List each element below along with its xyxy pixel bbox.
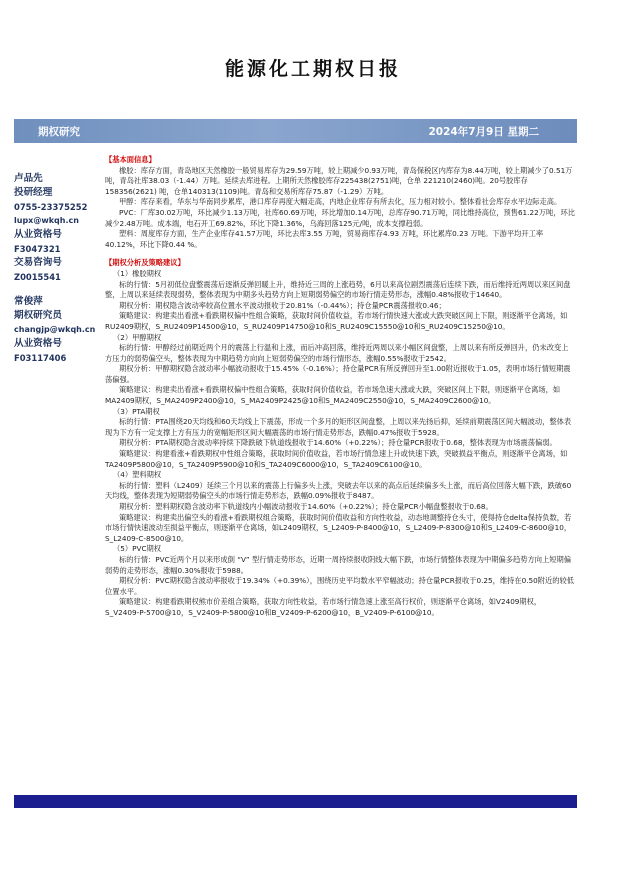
item-title: （4）塑料期权 (113, 470, 162, 480)
item-title: （1）橡胶期权 (113, 268, 162, 278)
license-number: F3047321 (14, 244, 61, 254)
analyst-role: 期权研究员 (14, 310, 62, 321)
report-date: 2024年7月9日 星期二 (428, 126, 539, 138)
analyst-email[interactable]: changjp@wkqh.cn (14, 325, 96, 334)
analyst-sidebar (14, 172, 106, 376)
item-paragraph: 标的行情：5月初低位盘整震荡后逐渐反弹回暖上升，维持近三周的上涨趋势，6月以来高位剧烈震荡后连续下跌，而后维持近两周以来区间盘整，上周以来延续表现弱势，整体表现为中期多头趋势方向上短期弱势偏空的市场行情走势形态，涨幅0.48%报收于14640。 (105, 279, 571, 300)
item-title: （2）甲醇期权 (113, 332, 162, 342)
item-paragraph: 期权分析：期权隐含波动率较高位置水平波动报收于20.81%（-0.44%）；持仓量PCR震荡报收0.46； (119, 300, 446, 310)
consult-number: Z0015541 (14, 272, 61, 282)
item-title: （3）PTA期权 (113, 406, 160, 416)
item-paragraph: 策略建议：构建看跌期权熊市价差组合策略，获取方向性收益，若市场行情急速上涨至高行权价，则逐渐平仓离场，如V2409期权，S_V2409-P-5700@10，S_V2409-P-5800@10和B_V2409-P-6200@10，B_V2409-P-6100@10。 (105, 597, 542, 617)
strategy-heading: 【期权分析及策略建议】 (105, 258, 185, 268)
item-paragraph: 策略建议：构建卖出偏空头的看涨+看跌期权组合策略，获取时间价值收益和方向性收益，动态地调整持仓头寸，使得持仓delta保持负数，若市场行情快速波动至损益平衡点，则逐渐平仓离场，如L2409期权，S_L2409-P-8400@10，S_L2409-P-8300@10和S_L2409-C-8600@10，S_L2409-C-8500@10。 (105, 512, 572, 543)
analyst-email[interactable]: lupx@wkqh.cn (14, 216, 79, 225)
paragraph-rubber-inventory: 橡胶：库存方面，青岛地区天然橡胶一般贸易库存为29.59万吨，较上期减少0.93万吨，青岛保税区内库存为8.44万吨，较上期减少了0.51万吨，青岛社库38.03（-1.44）万吨。延续去库进程。上期所天然橡胶库存225438(2751)吨，仓单 221210(2460)吨。20号胶库存158356(2621) 吨，仓单140313(1109)吨。青岛和交易所库存75.87（-1.29）万吨。 (105, 165, 573, 196)
item-paragraph: 期权分析：塑料期权隐含波动率下轨道线内小幅波动报收于14.60%（+0.22%）；持仓量PCR小幅盘整报收于0.68。 (119, 502, 493, 511)
item-paragraph: 期权分析：甲醇期权隐含波动率小幅波动报收于15.45%（-0.16%）；持仓量PCR有所反弹回升至1.00附近报收于1.05，表明市场行情短期震荡偏强。 (105, 364, 571, 384)
analyst-name: 卢品先 (14, 173, 43, 184)
item-paragraph: 标的行情：PVC近两个月以来形成倒 “V” 型行情走势形态，近期一周持续报收阴线大幅下跌，市场行情整体表现为中期偏多趋势方向上短期偏弱势的走势形态，涨幅0.30%报收于5988。 (105, 554, 571, 575)
item-paragraph: 策略建议：构建卖出看涨+看跌期权偏中性组合策略，获取时间价值收益，若市场行情快速大涨或大跌突破区间上下限，则逐渐平仓离场，如RU2409期权，S_RU2409P14500@10，S_RU2409P14750@10和S_RU2409C15550@10和S_RU2409C15250@10。 (105, 311, 568, 331)
paragraph-pvc-inventory: PVC：厂库30.02万吨，环比减少1.13万吨，社库60.69万吨，环比增加0.14万吨，总库存90.71万吨，同比维持高位，预售61.22万吨，环比减少2.48万吨。成本端，电石开工69.82%，环比下降1.36%，乌海回落125元/吨，成本支撑趋弱。 (105, 207, 575, 228)
license-label: 从业资格号 (14, 229, 62, 240)
item-paragraph: 期权分析：PTA期权隐含波动率持续下降跌破下轨道线报收于14.60%（+0.22%）；持仓量PCR报收于0.68，整体表现为市场震荡偏弱。 (119, 438, 557, 448)
item-paragraph: 期权分析：PVC期权隐含波动率报收于19.34%（+0.39%），围绕历史平均数水平窄幅波动；持仓量PCR报收于0.25，维持在0.50附近的较低位置水平。 (105, 576, 575, 596)
analyst-card (14, 172, 106, 284)
header-band (14, 119, 577, 143)
basic-info-heading: 【基本面信息】 (105, 155, 156, 164)
item-paragraph: 策略建议：构建看涨+看跌期权中性组合策略，获取时间价值收益，若市场行情急速上升或快速下跌，突破损益平衡点，则逐渐平仓离场，如TA2409P5800@10，S_TA2409P5900@10和S_TA2409C6000@10，S_TA2409C6100@10。 (105, 449, 568, 469)
item-paragraph: 标的行情：甲醇经过前期近两个月的震荡上行温和上涨，而后冲高回落，维持近两周以来小幅区间盘整，上周以来有所反弹回升，仍未改变上方压力的弱势偏空头，整体表现为中期趋势方向向上短弱势偏空的市场行情形态，涨幅0.55%报收于2542。 (105, 343, 569, 363)
paragraph-plastic-inventory: 塑料：周度库存方面，生产企业库存41.57万吨，环比去库3.55 万吨，贸易商库存4.93 万吨，环比累库0.23 万吨。下游平均开工率40.12%，环比下降0.44 %。 (105, 229, 544, 249)
consult-label: 交易咨询号 (14, 257, 62, 268)
analyst-phone: 0755-23375252 (14, 202, 88, 212)
analyst-name: 常俊萍 (14, 296, 43, 307)
item-paragraph: 标的行情：PTA围绕20天均线和60天均线上下震荡，形成一个多月的矩形区间盘整，上周以来先扬后抑，延续前期震荡区间大幅波动，整体表现为下方有一定支撑上方有压力的宽幅矩形区间大幅震荡的市场行情走势形态，跌幅0.47%报收于5928。 (105, 417, 572, 437)
license-number: F03117406 (14, 353, 67, 363)
item-title: （5）PVC期权 (113, 544, 162, 554)
analyst-role: 投研经理 (14, 187, 53, 198)
footer-bar (14, 795, 577, 808)
item-paragraph: 标的行情：塑料（L2409）延续三个月以来的震荡上行偏多头上涨，突破去年以来的高点后延续偏多头上涨，而后高位回落大幅下跌，跌破60天均线，整体表现为短期弱势偏空头的市场行情走势形态，跌幅0.09%报收于8487。 (105, 480, 572, 501)
report-title: 能源化工期权日报 (224, 58, 401, 80)
report-body (105, 155, 575, 619)
section-label: 期权研究 (38, 126, 80, 138)
analyst-card (14, 295, 106, 365)
license-label: 从业资格号 (14, 338, 62, 349)
paragraph-methanol-inventory: 甲醇：库存来看，华东与华南同步累库，港口库存再度大幅走高，内地企业库存有所去化，压力相对较小。整体看社会库存水平边际走高。 (119, 197, 562, 207)
item-paragraph: 策略建议：构建卖出看涨+看跌期权偏中性组合策略，获取时间价值收益，若市场急速大涨或大跌，突破区间上下限，则逐渐平仓离场，如MA2409期权，S_MA2409P2400@10，S_MA2409P2425@10和S_MA2409C2550@10，S_MA2409C2600@10。 (105, 385, 561, 406)
